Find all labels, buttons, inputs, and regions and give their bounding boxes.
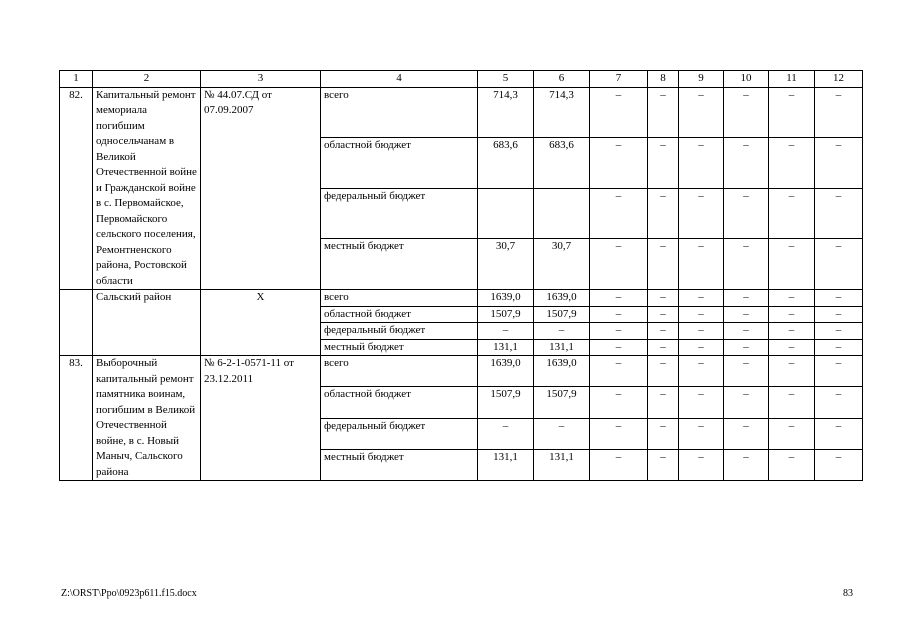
dash-cell: –	[724, 239, 769, 290]
dash-cell: –	[648, 418, 679, 449]
header-cell: 6	[534, 71, 590, 88]
dash-cell: –	[815, 387, 863, 418]
dash-cell: –	[769, 387, 815, 418]
header-cell: 4	[321, 71, 478, 88]
document-reference: Х	[201, 290, 321, 356]
dash-cell: –	[815, 323, 863, 340]
footer-page-number: 83	[843, 588, 853, 599]
header-cell: 1	[60, 71, 93, 88]
dash-cell: –	[679, 188, 724, 239]
dash-cell: –	[724, 449, 769, 480]
table-row	[60, 87, 863, 138]
budget-source-label: федеральный бюджет	[321, 323, 478, 340]
dash-cell: –	[590, 356, 648, 387]
dash-cell: –	[769, 418, 815, 449]
dash-cell: –	[769, 323, 815, 340]
budget-source-label: областной бюджет	[321, 306, 478, 323]
amount-cell: 714,3	[534, 87, 590, 138]
dash-cell: –	[648, 323, 679, 340]
dash-cell: –	[769, 87, 815, 138]
header-cell: 12	[815, 71, 863, 88]
dash-cell: –	[648, 138, 679, 189]
header-cell: 7	[590, 71, 648, 88]
document-reference: № 6-2-1-0571-11 от 23.12.2011	[201, 356, 321, 481]
dash-cell: –	[815, 356, 863, 387]
dash-cell: –	[724, 339, 769, 356]
amount-cell: 131,1	[534, 449, 590, 480]
object-name: Сальский район	[93, 290, 201, 356]
amount-cell: 1507,9	[478, 306, 534, 323]
amount-cell: 1507,9	[534, 306, 590, 323]
amount-cell	[478, 188, 534, 239]
dash-cell: –	[815, 138, 863, 189]
dash-cell: –	[724, 290, 769, 307]
footer-file-path: Z:\ORST\Ppo\0923p611.f15.docx	[61, 588, 197, 599]
dash-cell: –	[815, 188, 863, 239]
entry-number: 83.	[60, 356, 93, 481]
header-cell: 11	[769, 71, 815, 88]
dash-cell: –	[769, 449, 815, 480]
amount-cell: –	[534, 323, 590, 340]
amount-cell: 30,7	[534, 239, 590, 290]
budget-source-label: федеральный бюджет	[321, 418, 478, 449]
object-name: Выборочный капитальный ремонт памятника воинам, погибшим в Великой Отечественной войне, в с. Новый Маныч, Сальского района	[93, 356, 201, 481]
amount-cell: 131,1	[534, 339, 590, 356]
dash-cell: –	[648, 356, 679, 387]
amount-cell: 1639,0	[478, 356, 534, 387]
dash-cell: –	[648, 449, 679, 480]
dash-cell: –	[769, 138, 815, 189]
dash-cell: –	[769, 356, 815, 387]
dash-cell: –	[769, 239, 815, 290]
dash-cell: –	[648, 188, 679, 239]
amount-cell: –	[534, 418, 590, 449]
dash-cell: –	[769, 290, 815, 307]
dash-cell: –	[815, 339, 863, 356]
dash-cell: –	[679, 290, 724, 307]
dash-cell: –	[648, 239, 679, 290]
dash-cell: –	[679, 449, 724, 480]
amount-cell: 683,6	[478, 138, 534, 189]
budget-table	[59, 70, 863, 481]
table-row	[60, 290, 863, 307]
amount-cell: 1507,9	[534, 387, 590, 418]
dash-cell: –	[590, 323, 648, 340]
dash-cell: –	[590, 138, 648, 189]
dash-cell: –	[815, 239, 863, 290]
header-cell: 3	[201, 71, 321, 88]
amount-cell: 1507,9	[478, 387, 534, 418]
dash-cell: –	[590, 290, 648, 307]
entry-number	[60, 290, 93, 356]
dash-cell: –	[648, 290, 679, 307]
object-name: Капитальный ремонт мемориала погибшим односельчанам в Великой Отечественной войне и Гражданской войне в с. Первомайское, Первомайского сельского поселения, Ремонтненского района, Ростовской области	[93, 87, 201, 290]
amount-cell: 30,7	[478, 239, 534, 290]
dash-cell: –	[769, 188, 815, 239]
amount-cell: 131,1	[478, 339, 534, 356]
dash-cell: –	[648, 339, 679, 356]
dash-cell: –	[590, 239, 648, 290]
dash-cell: –	[590, 339, 648, 356]
dash-cell: –	[769, 339, 815, 356]
dash-cell: –	[679, 339, 724, 356]
amount-cell: 1639,0	[534, 356, 590, 387]
dash-cell: –	[648, 306, 679, 323]
dash-cell: –	[769, 306, 815, 323]
header-cell: 9	[679, 71, 724, 88]
dash-cell: –	[815, 87, 863, 138]
dash-cell: –	[679, 306, 724, 323]
dash-cell: –	[590, 387, 648, 418]
dash-cell: –	[590, 418, 648, 449]
dash-cell: –	[679, 387, 724, 418]
dash-cell: –	[679, 356, 724, 387]
header-cell: 2	[93, 71, 201, 88]
dash-cell: –	[679, 323, 724, 340]
amount-cell: 131,1	[478, 449, 534, 480]
amount-cell: 1639,0	[478, 290, 534, 307]
budget-source-label: областной бюджет	[321, 387, 478, 418]
dash-cell: –	[815, 449, 863, 480]
amount-cell: –	[478, 323, 534, 340]
table-row	[60, 356, 863, 387]
dash-cell: –	[724, 306, 769, 323]
dash-cell: –	[724, 323, 769, 340]
amount-cell: 683,6	[534, 138, 590, 189]
dash-cell: –	[724, 188, 769, 239]
entry-number: 82.	[60, 87, 93, 290]
dash-cell: –	[815, 306, 863, 323]
document-reference: № 44.07.СД от 07.09.2007	[201, 87, 321, 290]
budget-source-label: местный бюджет	[321, 449, 478, 480]
budget-source-label: всего	[321, 87, 478, 138]
amount-cell	[534, 188, 590, 239]
dash-cell: –	[815, 290, 863, 307]
dash-cell: –	[590, 188, 648, 239]
dash-cell: –	[724, 387, 769, 418]
budget-source-label: областной бюджет	[321, 138, 478, 189]
header-cell: 8	[648, 71, 679, 88]
dash-cell: –	[815, 418, 863, 449]
header-cell: 10	[724, 71, 769, 88]
dash-cell: –	[679, 239, 724, 290]
dash-cell: –	[648, 87, 679, 138]
dash-cell: –	[648, 387, 679, 418]
dash-cell: –	[724, 138, 769, 189]
dash-cell: –	[590, 449, 648, 480]
header-row	[60, 71, 863, 88]
dash-cell: –	[590, 306, 648, 323]
budget-source-label: всего	[321, 356, 478, 387]
budget-source-label: федеральный бюджет	[321, 188, 478, 239]
dash-cell: –	[724, 418, 769, 449]
dash-cell: –	[679, 87, 724, 138]
dash-cell: –	[724, 356, 769, 387]
amount-cell: 714,3	[478, 87, 534, 138]
amount-cell: 1639,0	[534, 290, 590, 307]
amount-cell: –	[478, 418, 534, 449]
budget-source-label: всего	[321, 290, 478, 307]
budget-source-label: местный бюджет	[321, 339, 478, 356]
dash-cell: –	[724, 87, 769, 138]
budget-source-label: местный бюджет	[321, 239, 478, 290]
dash-cell: –	[679, 418, 724, 449]
table-body	[60, 71, 863, 481]
dash-cell: –	[590, 87, 648, 138]
header-cell: 5	[478, 71, 534, 88]
dash-cell: –	[679, 138, 724, 189]
